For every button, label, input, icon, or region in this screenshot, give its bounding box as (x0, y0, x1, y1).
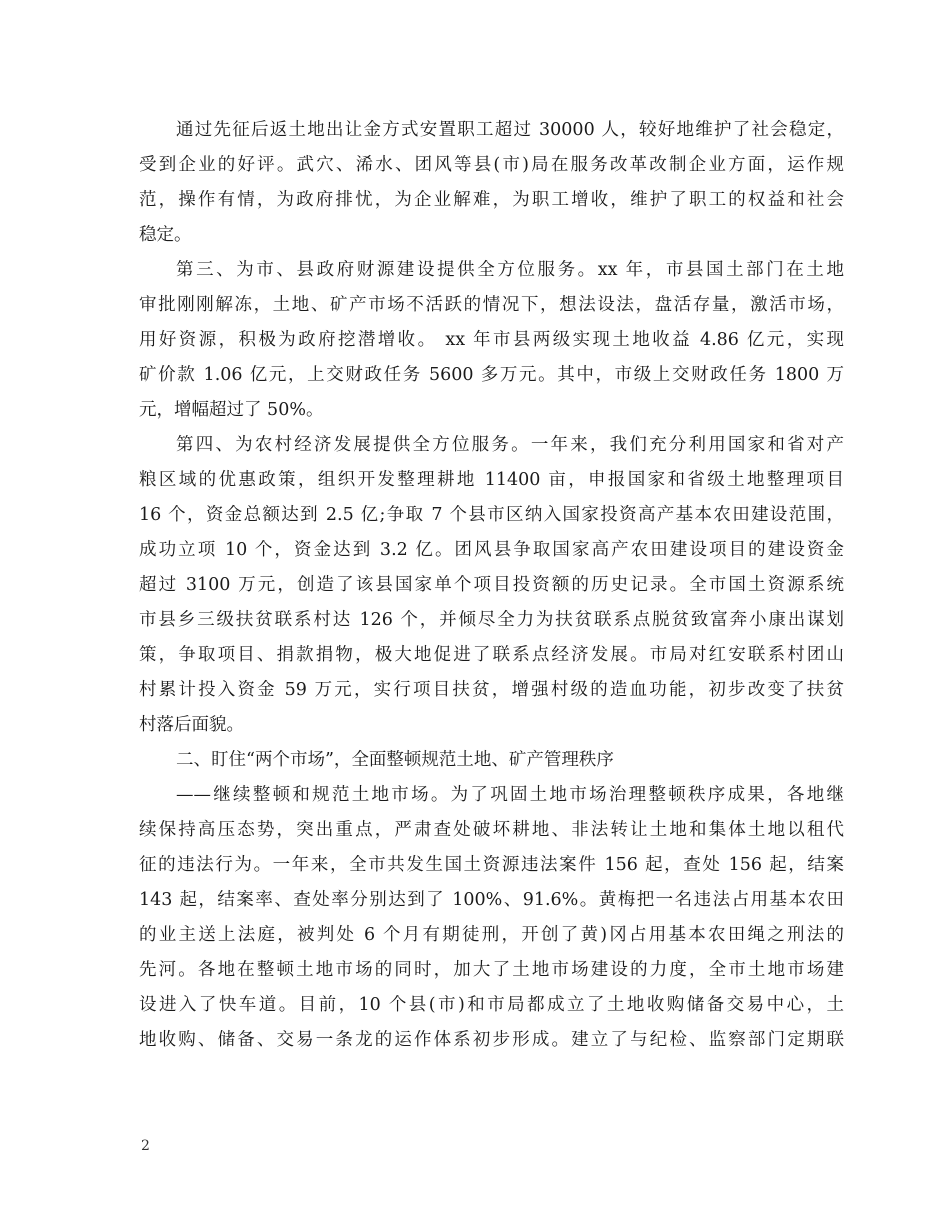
text-line: 续保持高压态势，突出重点，严肃查处破坏耕地、非法转让土地和集体土地以租代 (139, 820, 844, 840)
text-line: 超过 3100 万元，创造了该县国家单个项目投资额的历史记录。全市国土资源系统 (139, 575, 844, 595)
paragraph (139, 743, 844, 778)
text-line: 策，争取项目、捐款捐物，极大地促进了联系点经济发展。市局对红安联系村团山 (139, 645, 844, 665)
text-line: 设进入了快车道。目前，10 个县(市)和市局都成立了土地收购储备交易中心，土 (139, 995, 844, 1015)
text-line: 143 起，结案率、查处率分别达到了 100%、91.6%。黄梅把一名违法占用基本农田 (139, 890, 844, 910)
text-line: 通过先征后返土地出让金方式安置职工超过 30000 人，较好地维护了社会稳定， (176, 120, 844, 140)
text-line: 先河。各地在整顿土地市场的同时，加大了土地市场建设的力度，全市土地市场建 (139, 960, 844, 980)
document-body (139, 113, 844, 1058)
paragraph (139, 778, 844, 1058)
paragraph (139, 113, 844, 253)
text-line: ——继续整顿和规范土地市场。为了巩固土地市场治理整顿秩序成果，各地继 (176, 785, 844, 805)
text-line: 征的违法行为。一年来，全市共发生国土资源违法案件 156 起，查处 156 起，结案 (139, 855, 844, 875)
text-line: 第四、为农村经济发展提供全方位服务。一年来，我们充分利用国家和省对产 (176, 435, 844, 455)
text-line: 审批刚刚解冻，土地、矿产市场不活跃的情况下，想法设法，盘活存量，激活市场， (139, 295, 844, 315)
page-number: 2 (141, 1138, 150, 1154)
text-line: 二、盯住“两个市场”，全面整顿规范土地、矿产管理秩序 (176, 750, 614, 770)
paragraph (139, 428, 844, 743)
text-line: 范，操作有情，为政府排忧，为企业解难，为职工增收，维护了职工的权益和社会 (139, 190, 844, 210)
text-line: 市县乡三级扶贫联系村达 126 个，并倾尽全力为扶贫联系点脱贫致富奔小康出谋划 (139, 610, 844, 630)
text-line: 稳定。 (139, 225, 192, 245)
text-line: 用好资源，积极为政府挖潜增收。 xx 年市县两级实现土地收益 4.86 亿元，实现 (139, 330, 844, 350)
text-line: 村累计投入资金 59 万元，实行项目扶贫，增强村级的造血功能，初步改变了扶贫 (139, 680, 844, 700)
text-line: 受到企业的好评。武穴、浠水、团风等县(市)局在服务改革改制企业方面，运作规 (139, 155, 844, 175)
text-line: 元，增幅超过了 50%。 (139, 400, 324, 420)
text-line: 矿价款 1.06 亿元，上交财政任务 5600 多万元。其中，市级上交财政任务 1800 万 (139, 365, 844, 385)
text-line: 第三、为市、县政府财源建设提供全方位服务。xx 年，市县国土部门在土地 (176, 260, 844, 280)
text-line: 成功立项 10 个，资金达到 3.2 亿。团风县争取国家高产农田建设项目的建设资金 (139, 540, 844, 560)
paragraph (139, 253, 844, 428)
text-line: 的业主送上法庭，被判处 6 个月有期徒刑，开创了黄)冈占用基本农田绳之刑法的 (139, 925, 844, 945)
text-line: 16 个，资金总额达到 2.5 亿;争取 7 个县市区纳入国家投资高产基本农田建设范围， (139, 505, 844, 525)
text-line: 地收购、储备、交易一条龙的运作体系初步形成。建立了与纪检、监察部门定期联 (139, 1030, 844, 1050)
text-line: 粮区域的优惠政策，组织开发整理耕地 11400 亩，申报国家和省级土地整理项目 (139, 470, 844, 490)
text-line: 村落后面貌。 (139, 715, 244, 735)
